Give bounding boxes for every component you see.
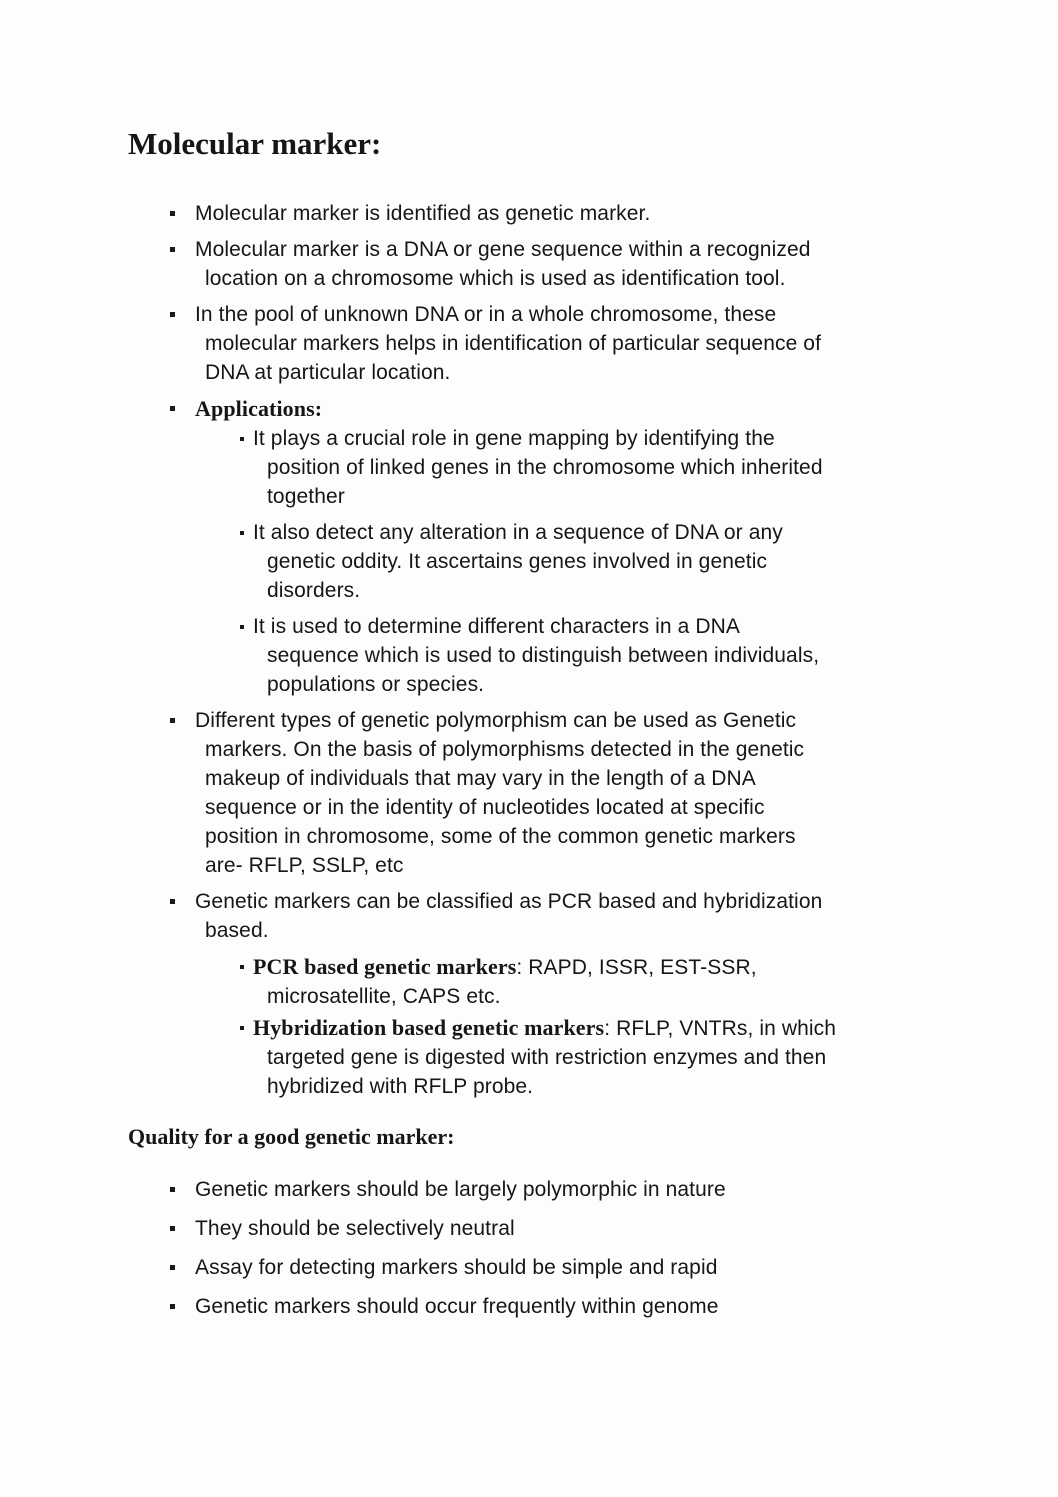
- section-heading: Quality for a good genetic marker:: [128, 1124, 455, 1149]
- square-bullet-icon: [170, 211, 175, 216]
- bullet-line: Genetic markers should occur frequently within genome: [195, 1295, 719, 1318]
- square-bullet-icon: [170, 312, 175, 317]
- bullet-line: [253, 1013, 1058, 1043]
- bullet-item: [253, 518, 1058, 605]
- bullet-line: sequence or in the identity of nucleotides located at specific: [205, 796, 765, 819]
- bullet-item: [195, 394, 1058, 423]
- square-bullet-icon: [170, 718, 175, 723]
- square-bullet-icon: [170, 406, 175, 411]
- bullet-item: [253, 1013, 1058, 1101]
- bullet-item: [253, 424, 1058, 511]
- bullet-line: hybridized with RFLP probe.: [267, 1075, 534, 1098]
- bullet-line: markers. On the basis of polymorphisms detected in the genetic: [205, 738, 805, 761]
- square-bullet-icon: [240, 531, 244, 535]
- bullet-line: based.: [205, 919, 269, 942]
- bullet-line: They should be selectively neutral: [195, 1217, 515, 1240]
- bold-term: PCR based genetic markers: [253, 954, 517, 979]
- bullet-line: microsatellite, CAPS etc.: [267, 985, 501, 1008]
- bullet-item: [195, 300, 1058, 387]
- bullet-line: sequence which is used to distinguish between individuals,: [267, 644, 820, 667]
- bullet-item: [253, 952, 1058, 1011]
- bullet-item: [195, 1253, 1058, 1282]
- bullet-line-rest: : RAPD, ISSR, EST-SSR,: [516, 956, 757, 979]
- bullet-line: molecular markers helps in identification of particular sequence of: [205, 332, 822, 355]
- square-bullet-icon: [240, 437, 244, 441]
- bullet-item: [195, 887, 1058, 945]
- bullet-line: are- RFLP, SSLP, etc: [205, 854, 404, 877]
- square-bullet-icon: [240, 1026, 244, 1030]
- bullet-line: position in chromosome, some of the common genetic markers: [205, 825, 796, 848]
- bullet-line: [253, 952, 1058, 982]
- bullet-line: targeted gene is digested with restriction enzymes and then: [267, 1046, 827, 1069]
- square-bullet-icon: [240, 625, 244, 629]
- bullet-line: makeup of individuals that may vary in the length of a DNA: [205, 767, 756, 790]
- bullet-line: Molecular marker is identified as genetic marker.: [195, 202, 651, 225]
- bullet-line: It also detect any alteration in a sequence of DNA or any: [253, 521, 783, 544]
- bullet-line: Genetic markers should be largely polymorphic in nature: [195, 1178, 726, 1201]
- bullet-line: Molecular marker is a DNA or gene sequence within a recognized: [195, 238, 811, 261]
- bullet-item: [195, 235, 1058, 293]
- square-bullet-icon: [170, 1304, 175, 1309]
- bullet-line: position of linked genes in the chromosome which inherited: [267, 456, 823, 479]
- bullet-line: DNA at particular location.: [205, 361, 451, 384]
- bullet-line: disorders.: [267, 579, 361, 602]
- bullet-line: genetic oddity. It ascertains genes involved in genetic: [267, 550, 768, 573]
- bullet-list: [0, 199, 1058, 1101]
- square-bullet-icon: [170, 1226, 175, 1231]
- square-bullet-icon: [240, 965, 244, 969]
- quality-list: [0, 1175, 1058, 1321]
- bullet-line: Applications:: [195, 396, 323, 421]
- bold-term: Hybridization based genetic markers: [253, 1015, 605, 1040]
- bullet-line: It plays a crucial role in gene mapping by identifying the: [253, 427, 775, 450]
- bullet-line: It is used to determine different characters in a DNA: [253, 615, 740, 638]
- square-bullet-icon: [170, 247, 175, 252]
- bullet-item: [253, 612, 1058, 699]
- bullet-line: location on a chromosome which is used as identification tool.: [205, 267, 786, 290]
- square-bullet-icon: [170, 1187, 175, 1192]
- bullet-item: [195, 706, 1058, 880]
- bullet-line: Genetic markers can be classified as PCR based and hybridization: [195, 890, 823, 913]
- bullet-line: Different types of genetic polymorphism can be used as Genetic: [195, 709, 797, 732]
- bullet-line: populations or species.: [267, 673, 485, 696]
- bullet-item: [195, 1175, 1058, 1204]
- bullet-line: In the pool of unknown DNA or in a whole chromosome, these: [195, 303, 777, 326]
- page-title: Molecular marker:: [128, 126, 382, 161]
- bullet-item: [195, 1292, 1058, 1321]
- bullet-item: [195, 199, 1058, 228]
- bullet-line: together: [267, 485, 345, 508]
- bullet-item: [195, 1214, 1058, 1243]
- bullet-line-rest: : RFLP, VNTRs, in which: [604, 1017, 837, 1040]
- square-bullet-icon: [170, 899, 175, 904]
- square-bullet-icon: [170, 1265, 175, 1270]
- bullet-line: Assay for detecting markers should be simple and rapid: [195, 1256, 718, 1279]
